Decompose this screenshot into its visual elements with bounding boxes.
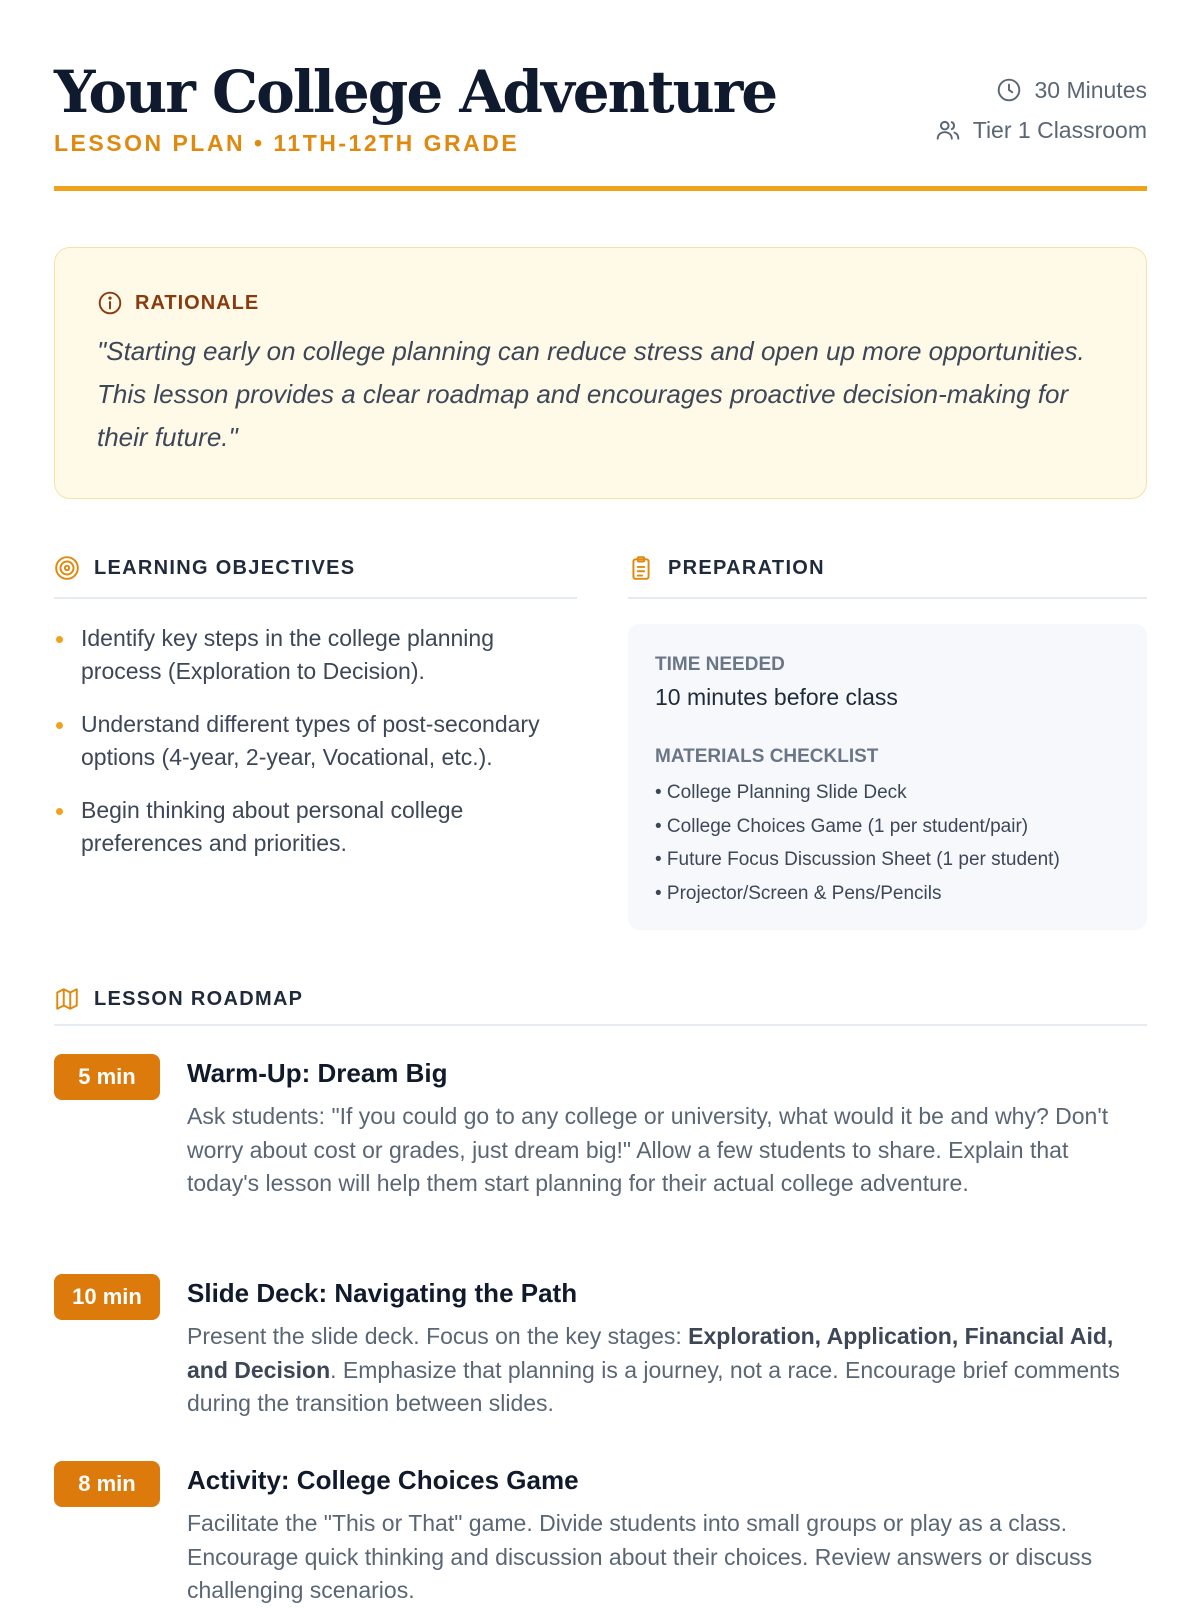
preparation-heading — [628, 555, 825, 581]
objectives-heading — [54, 555, 355, 581]
time-needed-value: 10 minutes before class — [655, 684, 898, 710]
step-description: Ask students: "If you could go to any college or university, what would it be and why? Don't worry about cost or grades, just dream big!" Allow a few students to share. Explain that today's lesson will help them start planning for their actual college adventure. — [187, 1103, 1109, 1196]
page-subtitle: LESSON PLAN • 11TH-12TH GRADE — [54, 130, 520, 156]
target-icon — [54, 555, 80, 581]
objectives-divider — [54, 597, 577, 599]
rationale-heading — [97, 290, 259, 316]
step-title: Warm-Up: Dream Big — [187, 1058, 448, 1088]
materials-list — [655, 776, 1060, 910]
time-badge: 8 min — [54, 1461, 160, 1507]
time-needed-label: TIME NEEDED — [655, 654, 785, 675]
page-title: Your College Adventure — [54, 58, 777, 126]
preparation-divider — [628, 597, 1147, 599]
clock-icon — [996, 77, 1022, 103]
list-item: • Projector/Screen & Pens/Pencils — [655, 882, 942, 904]
time-badge: 10 min — [54, 1274, 160, 1320]
preparation-card — [628, 624, 1147, 930]
audience-text: Tier 1 Classroom — [972, 116, 1147, 143]
map-icon — [54, 986, 80, 1012]
header — [54, 50, 1147, 195]
roadmap-heading-text: LESSON ROADMAP — [94, 987, 304, 1010]
users-icon — [935, 117, 961, 143]
roadmap-divider — [54, 1024, 1147, 1026]
lesson-meta — [935, 70, 1147, 150]
key-stages-text: Exploration, Application, Financial Aid, and Decision — [187, 1323, 1114, 1383]
duration-meta — [935, 70, 1147, 110]
time-badge: 5 min — [54, 1054, 160, 1100]
bullet-dot — [56, 636, 63, 643]
objectives-heading-text: LEARNING OBJECTIVES — [94, 556, 356, 579]
list-item: • Future Focus Discussion Sheet (1 per student) — [655, 849, 1060, 870]
clipboard-icon — [628, 555, 654, 581]
bullet-dot — [56, 722, 63, 729]
audience-meta — [935, 110, 1147, 150]
rationale-quote: "Starting early on college planning can reduce stress and open up more opportunities. This lesson provides a clear roadmap and encourages proactive decision-making for their future." — [97, 336, 1085, 452]
list-item: Identify key steps in the college planning process (Exploration to Decision). — [54, 622, 574, 688]
list-item: Begin thinking about personal college preferences and priorities. — [54, 794, 574, 860]
roadmap-heading — [54, 986, 303, 1012]
step-title: Activity: College Choices Game — [187, 1465, 579, 1495]
list-item: Understand different types of post-secondary options (4-year, 2-year, Vocational, etc.). — [54, 708, 574, 774]
rationale-label: RATIONALE — [135, 291, 260, 314]
list-item: • College Choices Game (1 per student/pair) — [655, 815, 1029, 837]
bullet-dot — [56, 808, 63, 815]
list-item: • College Planning Slide Deck — [655, 782, 907, 803]
duration-text: 30 Minutes — [1034, 76, 1147, 103]
header-divider — [54, 186, 1147, 191]
info-icon — [97, 290, 123, 316]
rationale-card — [54, 247, 1147, 499]
objectives-list — [54, 622, 574, 880]
step-description: Facilitate the "This or That" game. Divide students into small groups or play as a class. Encourage quick thinking and discussion about their choices. Review answers or discuss challenging scenarios. — [187, 1510, 1093, 1603]
preparation-heading-text: PREPARATION — [668, 556, 825, 579]
materials-label: MATERIALS CHECKLIST — [655, 746, 879, 767]
step-description: Present the slide deck. Focus on the key stages: Exploration, Application, Financial Aid, and Decision. Emphasize that planning is a journey, not a race. Encourage brief comments during the transition between slides. — [187, 1323, 1120, 1416]
step-title: Slide Deck: Navigating the Path — [187, 1278, 578, 1308]
